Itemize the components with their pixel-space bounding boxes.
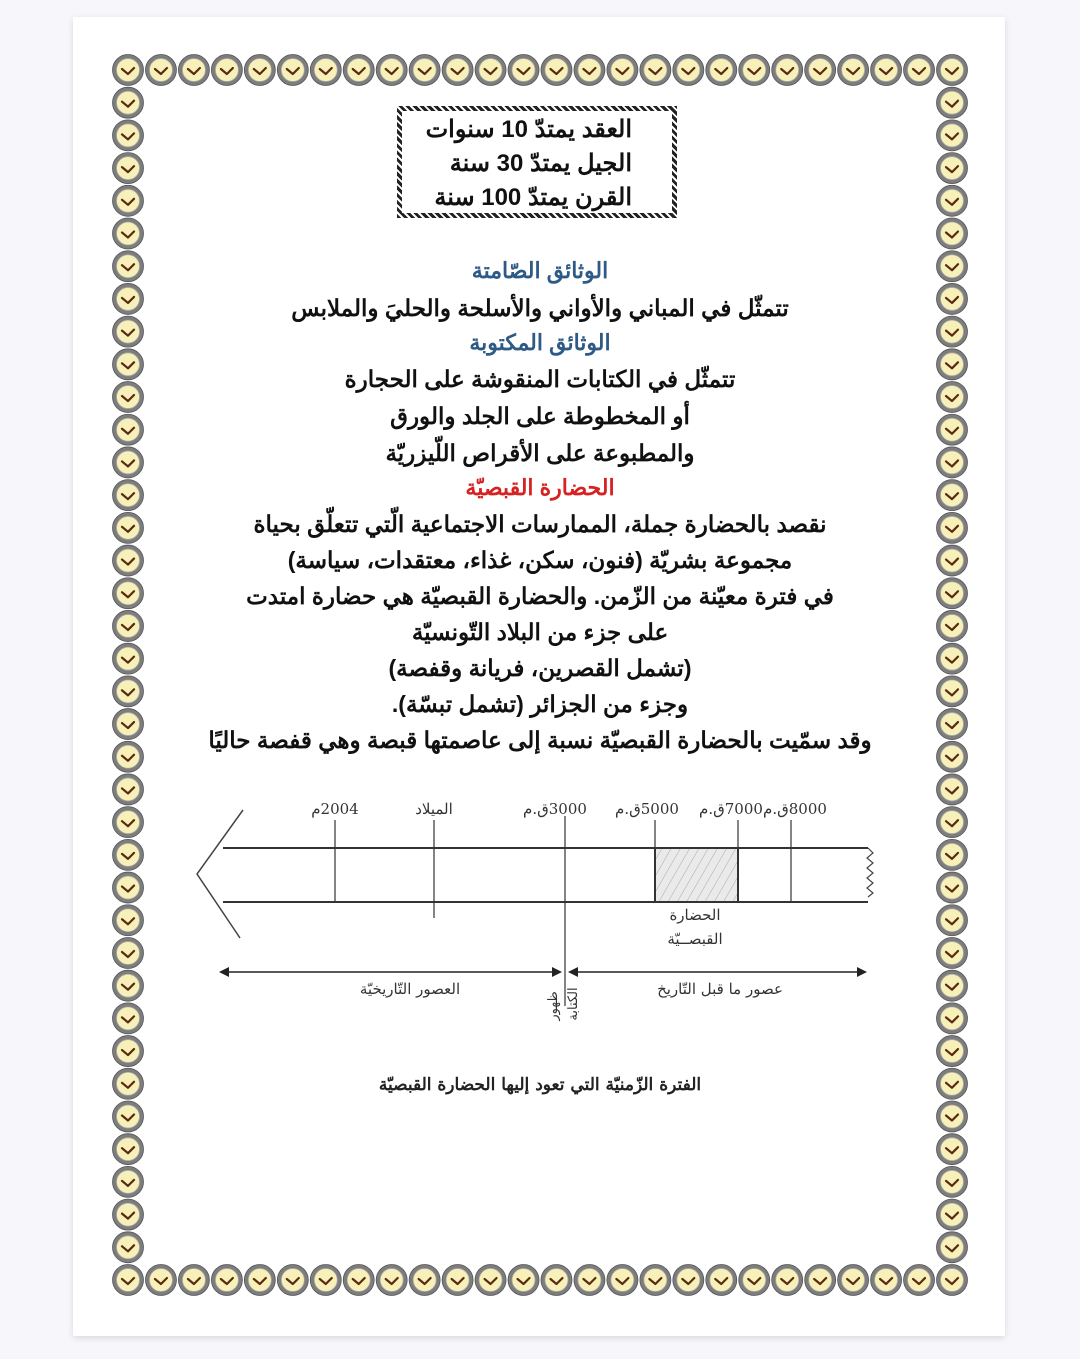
capsa-period-box [655, 848, 738, 902]
capsa-line: (تشمل القصرين، فريانة وقفصة) [388, 655, 692, 681]
silent-documents-text: تتمثّل في المباني والأواني والأسلحة والحليَ والملابس [291, 295, 789, 321]
tick-label-7000bc: 7000ق.م [699, 800, 763, 818]
capsa-line: نقصد بالحضارة جملة، الممارسات الاجتماعية الّتي تتعلّق بحياة [253, 511, 827, 537]
capsa-line: على جزء من البلاد التّونسيّة [411, 619, 669, 645]
written-documents-line: والمطبوعة على الأقراص اللّيزريّة [385, 440, 695, 466]
timeline-wavy-end [867, 848, 873, 897]
tick-label-3000bc: 3000ق.م [523, 800, 587, 818]
written-documents-heading: الوثائق المكتوبة [469, 330, 611, 355]
tick-label-birth: الميلاد [415, 800, 453, 818]
prehistoric-arrow-right-head [857, 967, 867, 977]
capsa-line: مجموعة بشريّة (فنون، سكن، غذاء، معتقدات، سياسة) [287, 547, 793, 573]
time-units-box [397, 106, 677, 218]
tick-label-8000bc: 8000ق.م [763, 800, 827, 818]
prehistoric-era-label: عصور ما قبل التّاريخ [657, 980, 783, 998]
timeline-caption: الفترة الزّمنيّة التي تعود إليها الحضارة القبصيّة [378, 1075, 702, 1095]
historic-arrow-right-head [552, 967, 562, 977]
capsa-heading: الحضارة القبصيّة [465, 475, 615, 500]
capsa-label-line2: القبصــيّة [667, 930, 723, 948]
capsa-line: وقد سمّيت بالحضارة القبصيّة نسبة إلى عاصمتها قبصة وهي قفصة حاليًا [208, 727, 872, 753]
decade-line: العقد يمتدّ 10 سنوات [425, 116, 632, 143]
capsa-line: في فترة معيّنة من الزّمن. والحضارة القبصيّة هي حضارة امتدت [246, 583, 834, 609]
historic-era-label: العصور التّاريخيّة [359, 980, 461, 998]
tick-label-2004: 2004م [311, 800, 359, 818]
written-documents-line: تتمثّل في الكتابات المنقوشة على الحجارة [344, 366, 736, 392]
capsa-label-line1: الحضارة [669, 906, 721, 924]
prehistoric-arrow-left-head [568, 967, 578, 977]
writing-label-line1: ظهور [546, 991, 561, 1021]
timeline-diagram [185, 778, 885, 1048]
historic-arrow-left-head [219, 967, 229, 977]
generation-line: الجيل يمتدّ 30 سنة [449, 150, 632, 177]
silent-documents-heading: الوثائق الصّامتة [471, 258, 609, 283]
capsa-line: وجزء من الجزائر (تشمل تبسّة). [391, 691, 689, 717]
timeline-arrow-head [197, 810, 243, 938]
written-documents-line: أو المخطوطة على الجلد والورق [390, 403, 690, 429]
century-line: القرن يمتدّ 100 سنة [434, 184, 632, 211]
tick-label-5000bc: 5000ق.م [615, 800, 679, 818]
writing-label-line2: الكتابة [566, 987, 581, 1021]
